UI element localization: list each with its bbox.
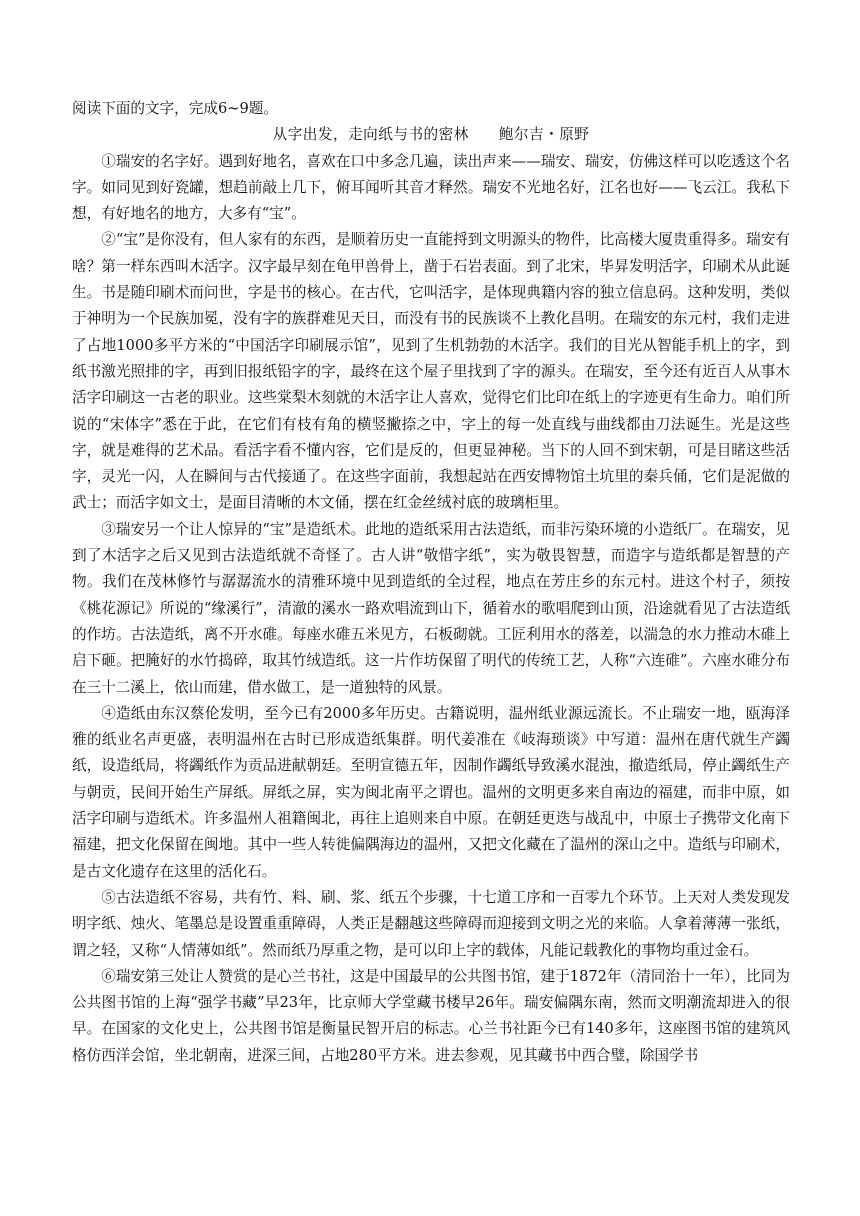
article-title: 从字出发，走向纸与书的密林 (272, 126, 469, 144)
paragraph-6: ⑥瑞安第三处让人赞赏的是心兰书社，这是中国最早的公共图书馆，建于1872年（清同治十一年），比同为公共图书馆的上海“强学书藏”早23年，比京师大学堂藏书楼早26年。瑞安偏隅东南，然而文明潮流却进入的很早。在国家的文化史上，公共图书馆是衡量民智开启的标志。心兰书社距今已有140多年，这座图书馆的建筑风格仿西洋会馆，坐北朝南，进深三间，占地280平方米。进去参观，见其藏书中西合璧，除国学书 (72, 967, 790, 1064)
paragraph-4: ④造纸由东汉蔡伦发明，至今已有2000多年历史。古籍说明，温州纸业源远流长。不止瑞安一地，瓯海泽雅的纸业名声更盛，表明温州在古时已形成造纸集群。明代姜准在《岐海琐谈》中写道：温州在唐代就生产蠲纸，设造纸局，将蠲纸作为贡品进献朝廷。至明宣德五年，因制作蠲纸导致溪水混浊，撤造纸局，停止蠲纸生产与朝贡，民间开始生产屏纸。屏纸之屏，实为闽北南平之谓也。温州的文明更多来自南边的福建，而非中原，如活字印刷与造纸术。许多温州人祖籍闽北，再往上追则来自中原。在朝廷更迭与战乱中，中原士子携带文化南下福建，把文化保留在闽地。其中一些人转徙偏隅海边的温州，又把文化藏在了温州的深山之中。造纸与印刷术，是古文化遗存在这里的活化石。 (72, 704, 790, 880)
question-instruction: 阅读下面的文字，完成6~9题。 (72, 100, 278, 117)
paragraph-5: ⑤古法造纸不容易，共有竹、料、刷、浆、纸五个步骤，十七道工序和一百零九个环节。上天对人类发现发明字纸、烛火、笔墨总是设置重重障碍，人类正是翻越这些障碍而迎接到文明之光的来临。人拿着薄薄一张纸，谓之轻，又称“人情薄如纸”。然而纸乃厚重之物，是可以印上字的载体，凡能记载教化的事物均重过金石。 (72, 888, 790, 959)
article-heading (72, 122, 790, 148)
article-author: 鲍尔吉・原野 (498, 126, 590, 144)
paragraph-3: ③瑞安另一个让人惊异的“宝”是造纸术。此地的造纸采用古法造纸，而非污染环境的小造纸厂。在瑞安，见到了木活字之后又见到古法造纸就不奇怪了。古人讲“敬惜字纸”，实为敬畏智慧，而造字与造纸都是智慧的产物。我们在茂林修竹与潺潺流水的清雅环境中见到造纸的全过程，地点在芳庄乡的东元村。进这个村子，须按《桃花源记》所说的“缘溪行”，清澈的溪水一路欢唱流到山下，循着水的歌唱爬到山顶，沿途就看见了古法造纸的作坊。古法造纸，离不开水碓。每座水碓五米见方，石板砌就。工匠利用水的落差，以湍急的水力推动木碓上启下砸。把腌好的水竹捣碎，取其竹绒造纸。这一片作坊保留了明代的传统工艺，人称“六连碓”。六座水碓分布在三十二溪上，依山而建，借水做工，是一道独特的风景。 (72, 520, 790, 696)
paragraph-2: ②“宝”是你没有，但人家有的东西，是顺着历史一直能捋到文明源头的物件，比高楼大厦贵重得多。瑞安有啥？第一样东西叫木活字。汉字最早刻在龟甲兽骨上，凿于石岩表面。到了北宋，毕昇发明活字，印刷术从此诞生。书是随印刷术而问世，字是书的核心。在古代，它叫活字，是体现典籍内容的独立信息码。这种发明，类似于神明为一个民族加冕，没有字的族群难见天日，而没有书的民族谈不上教化昌明。在瑞安的东元村，我们走进了占地1000多平方米的“中国活字印刷展示馆”，见到了生机勃勃的木活字。我们的目光从智能手机上的字，到纸书激光照排的字，再到旧报纸铅字的字，最终在这个屋子里找到了字的源头。在瑞安，至今还有近百人从事木活字印刷这一古老的职业。这些棠梨木刻就的木活字让人喜欢，觉得它们比印在纸上的字迹更有生命力。咱们所说的“宋体字”悉在于此，在它们有枝有角的横竖撇捺之中，字上的每一处直线与曲线都由刀法诞生。光是这些字，就是难得的艺术品。看活字看不懂内容，它们是反的，但更显神秘。当下的人回不到宋朝，可是目睹这些活字，灵光一闪，人在瞬间与古代接通了。在这些字面前，我想起站在西安博物馆土坑里的秦兵俑，它们是泥做的武士；而活字如文士，是面目清晰的木文俑，摆在红金丝绒衬底的玻璃柜里。 (72, 231, 790, 512)
paragraph-1: ①瑞安的名字好。遇到好地名，喜欢在口中多念几遍，读出声来——瑞安、瑞安，仿佛这样可以吃透这个名字。如同见到好瓷罐，想趋前敲上几下，俯耳闻听其音才释然。瑞安不光地名好，江名也好——飞云江。我私下想，有好地名的地方，大多有“宝”。 (72, 152, 790, 223)
